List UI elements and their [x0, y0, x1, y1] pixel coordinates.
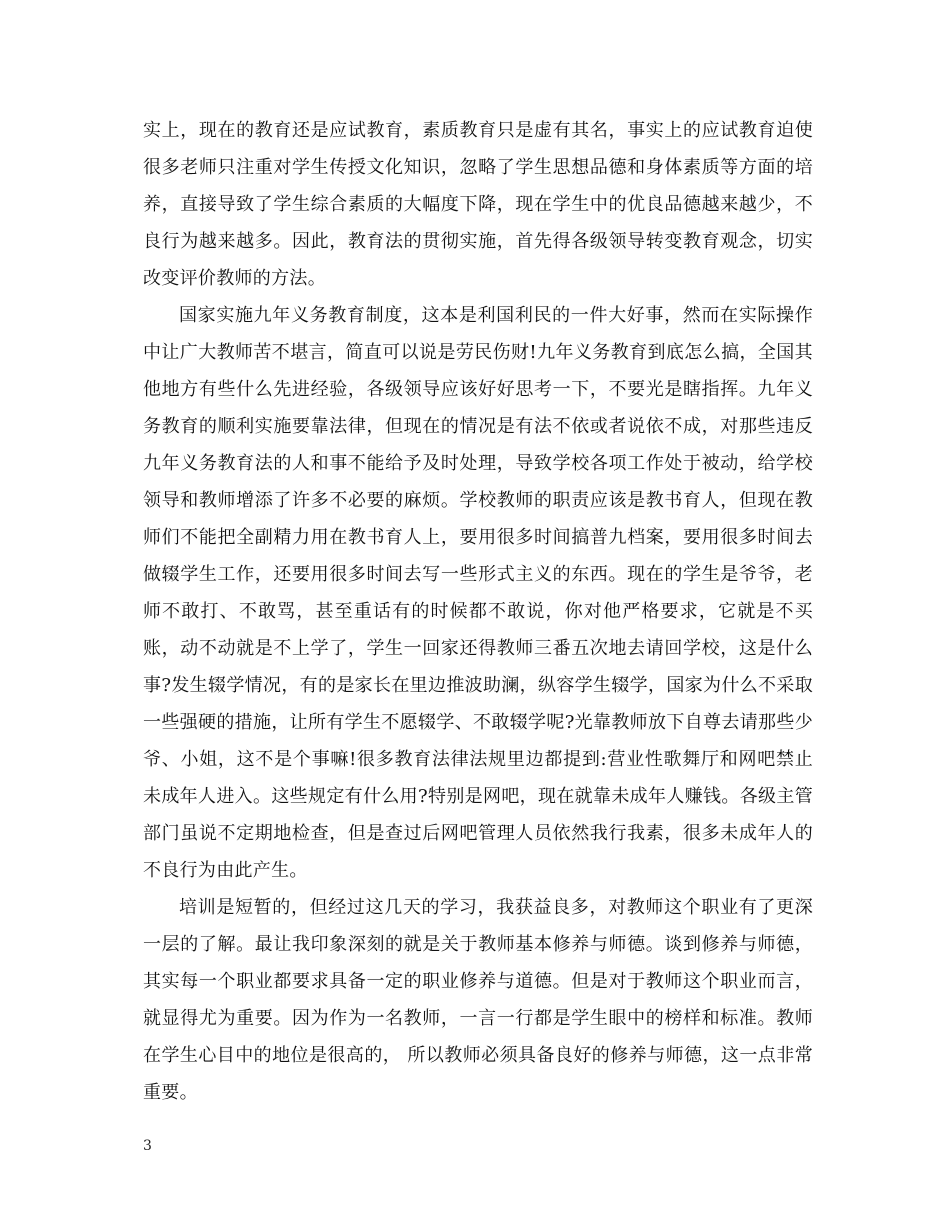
paragraph-continuation: 实上，现在的教育还是应试教育，素质教育只是虚有其名，事实上的应试教育迫使很多老师只注重对学生传授文化知识，忽略了学生思想品德和身体素质等方面的培养，直接导致了学生综合素质的大幅度下降，现在学生中的优良品德越来越少，不良行为越来越多。因此，教育法的贯彻实施，首先得各级领导转变教育观念，切实改变评价教师的方法。 — [143, 120, 813, 289]
page-number: 3 — [143, 1138, 152, 1154]
paragraph-training-reflection: 培训是短暂的，但经过这几天的学习，我获益良多，对教师这个职业有了更深一层的了解。最让我印象深刻的就是关于教师基本修养与师德。谈到修养与师德，其实每一个职业都要求具备一定的职业修养与道德。但是对于教师这个职业而言，就显得尤为重要。因为作为一名教师，一言一行都是学生眼中的榜样和标准。教师在学生心目中的地位是很高的， 所以教师必须具备良好的修养与师德，这一点非常重要。 — [143, 897, 813, 1103]
paragraph-compulsory-education: 国家实施九年义务教育制度，这本是利国利民的一件大好事，然而在实际操作中让广大教师苦不堪言，简直可以说是劳民伤财!九年义务教育到底怎么搞，全国其他地方有些什么先进经验，各级领导应该好好思考一下，不要光是瞎指挥。九年义务教育的顺利实施要靠法律，但现在的情况是有法不依或者说依不成，对那些违反九年义务教育法的人和事不能给予及时处理，导致学校各项工作处于被动，给学校领导和教师增添了许多不必要的麻烦。学校教师的职责应该是教书育人，但现在教师们不能把全副精力用在教书育人上，要用很多时间搞普九档案，要用很多时间去做辍学生工作，还要用很多时间去写一些形式主义的东西。现在的学生是爷爷，老师不敢打、不敢骂，甚至重话有的时候都不敢说，你对他严格要求，它就是不买账，动不动就是不上学了，学生一回家还得教师三番五次地去请回学校，这是什么事?发生辍学情况，有的是家长在里边推波助澜，纵容学生辍学，国家为什么不采取一些强硬的措施，让所有学生不愿辍学、不敢辍学呢?光靠教师放下自尊去请那些少爷、小姐，这不是个事嘛!很多教育法律法规里边都提到:营业性歌舞厅和网吧禁止未成年人进入。这些规定有什么用?特别是网吧，现在就靠未成年人赚钱。各级主管部门虽说不定期地检查，但是查过后网吧管理人员依然我行我素，很多未成年人的不良行为由此产生。 — [143, 305, 813, 881]
body-text — [143, 112, 813, 1111]
